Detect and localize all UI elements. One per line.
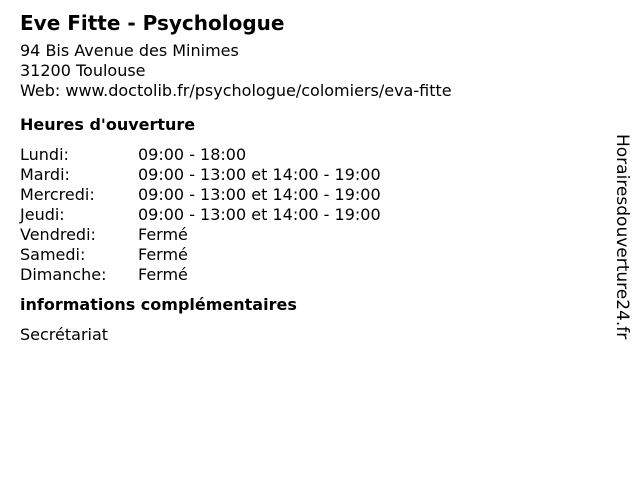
- address-block: [20, 41, 600, 101]
- hours-table: [20, 145, 600, 285]
- site-brand: Horairesdouverture24.fr: [612, 134, 632, 340]
- hours-title: Heures d'ouverture: [20, 115, 196, 134]
- address-street: 94 Bis Avenue des Minimes: [20, 41, 239, 60]
- day-label: Samedi:: [20, 245, 86, 264]
- address-city: 31200 Toulouse: [20, 61, 146, 80]
- day-hours: 09:00 - 13:00 et 14:00 - 19:00: [138, 165, 381, 184]
- day-hours: Fermé: [138, 225, 188, 244]
- day-hours: Fermé: [138, 265, 188, 284]
- day-label: Jeudi:: [20, 205, 65, 224]
- business-card: [20, 8, 600, 345]
- day-label: Mardi:: [20, 165, 70, 184]
- hours-row-monday: [20, 145, 600, 165]
- hours-row-wednesday: [20, 185, 600, 205]
- day-hours: 09:00 - 13:00 et 14:00 - 19:00: [138, 185, 381, 204]
- extra-info-text: Secrétariat: [20, 325, 109, 344]
- hours-row-friday: [20, 225, 600, 245]
- day-hours: Fermé: [138, 245, 188, 264]
- hours-row-thursday: [20, 205, 600, 225]
- day-hours: 09:00 - 13:00 et 14:00 - 19:00: [138, 205, 381, 224]
- page-title: Eve Fitte - Psychologue: [20, 11, 285, 35]
- day-label: Dimanche:: [20, 265, 107, 284]
- extra-info-title: informations complémentaires: [20, 295, 297, 314]
- hours-row-sunday: [20, 265, 600, 285]
- day-label: Mercredi:: [20, 185, 95, 204]
- day-label: Lundi:: [20, 145, 69, 164]
- address-web[interactable]: Web: www.doctolib.fr/psychologue/colomiers/eva-fitte: [20, 81, 452, 100]
- day-label: Vendredi:: [20, 225, 96, 244]
- hours-row-tuesday: [20, 165, 600, 185]
- day-hours: 09:00 - 18:00: [138, 145, 247, 164]
- hours-row-saturday: [20, 245, 600, 265]
